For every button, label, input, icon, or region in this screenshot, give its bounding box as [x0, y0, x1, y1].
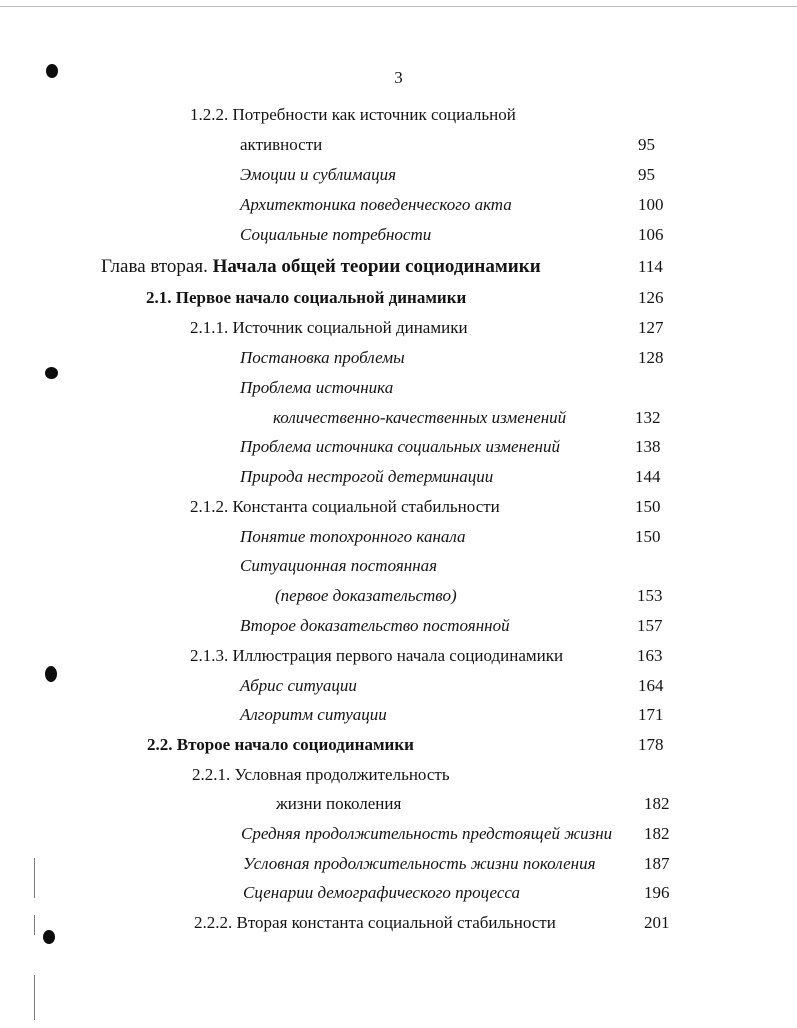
page-ref: 95 [638, 165, 655, 184]
page-ref: 138 [635, 437, 661, 456]
section-number: 2.1. [146, 288, 172, 307]
page-number: 3 [394, 68, 403, 87]
section-title: Источник социальной динамики [232, 318, 468, 337]
page-ref: 178 [638, 735, 664, 754]
page-ref: 182 [644, 794, 670, 813]
scan-margin-line [34, 858, 35, 898]
section-title: (первое доказательство) [275, 586, 457, 605]
toc-entry [240, 195, 512, 215]
section-title: Абрис ситуации [240, 676, 357, 695]
scan-margin-line [34, 975, 35, 1020]
section-title: Природа нестрогой детерминации [240, 467, 494, 486]
page-ref: 114 [638, 257, 663, 276]
toc-entry [240, 676, 357, 696]
page-ref: 182 [644, 824, 670, 843]
page-ref: 153 [637, 586, 663, 605]
page-ref: 163 [637, 646, 663, 665]
section-title: количественно-качественных изменений [273, 408, 567, 427]
section-title: Второе начало социодинамики [176, 735, 414, 754]
chapter-title: Начала общей теории социодинамики [212, 256, 541, 277]
chapter-entry [101, 255, 541, 279]
section-title: Условная продолжительность жизни поколения [243, 854, 596, 873]
toc-entry [276, 794, 401, 814]
toc-entry [240, 556, 437, 576]
section-title: Средняя продолжительность предстоящей жизни [241, 824, 613, 843]
page-ref: 106 [638, 225, 664, 244]
section-number: 2.1.3. [190, 646, 229, 665]
section-title: Условная продолжительность [234, 765, 450, 784]
toc-entry [240, 225, 431, 245]
toc-entry [241, 824, 612, 844]
binder-hole [43, 930, 55, 944]
page-ref: 100 [638, 195, 664, 214]
toc-entry [240, 165, 396, 185]
section-number: 2.1.2. [190, 497, 229, 516]
page-ref: 164 [638, 676, 664, 695]
section-title: жизни поколения [276, 794, 402, 813]
page-ref: 196 [644, 883, 670, 902]
section-title: Первое начало социальной динамики [175, 288, 467, 307]
section-title: Ситуационная постоянная [240, 556, 438, 575]
page-ref: 144 [635, 467, 661, 486]
toc-entry [192, 765, 450, 785]
page-ref: 187 [644, 854, 670, 873]
page-ref: 126 [638, 288, 664, 307]
page-ref: 150 [635, 527, 661, 546]
toc-entry [240, 348, 405, 368]
page-ref: 171 [638, 705, 664, 724]
toc-entry [190, 646, 563, 666]
section-title: Сценарии демографического процесса [243, 883, 521, 902]
toc-entry [273, 408, 566, 428]
toc-entry [190, 105, 516, 125]
page-ref: 150 [635, 497, 661, 516]
section-title: Алгоритм ситуации [240, 705, 387, 724]
section-number: 1.2.2. [190, 105, 229, 124]
section-number: 2.1.1. [190, 318, 229, 337]
section-title: Архитектоника поведенческого акта [240, 195, 512, 214]
section-title: Вторая константа социальной стабильности [236, 913, 556, 932]
toc-entry [240, 467, 493, 487]
toc-entry [240, 378, 393, 398]
section-title: Проблема источника [240, 378, 394, 397]
binder-hole [45, 666, 57, 682]
section-title: активности [240, 135, 323, 154]
toc-entry [240, 616, 510, 636]
toc-entry [194, 913, 556, 933]
toc-entry [240, 705, 387, 725]
page-ref: 95 [638, 135, 655, 154]
section-number: 2.2.2. [194, 913, 233, 932]
section-title: Иллюстрация первого начала социодинамики [232, 646, 564, 665]
toc-entry [147, 735, 414, 755]
page-ref: 132 [635, 408, 661, 427]
page-ref: 128 [638, 348, 664, 367]
section-title: Постановка проблемы [240, 348, 405, 367]
section-title: Социальные потребности [240, 225, 432, 244]
toc-entry [243, 883, 520, 903]
page-ref: 201 [644, 913, 670, 932]
section-number: 2.2. [147, 735, 173, 754]
toc-entry [240, 527, 466, 547]
section-number: 2.2.1. [192, 765, 231, 784]
section-title: Проблема источника социальных изменений [240, 437, 560, 456]
toc-entry [190, 497, 500, 517]
section-title: Эмоции и сублимация [240, 165, 397, 184]
toc-entry [240, 437, 560, 457]
toc-entry [190, 318, 468, 338]
scan-edge-line [0, 6, 797, 7]
section-title: Второе доказательство постоянной [240, 616, 510, 635]
section-title: Понятие топохронного канала [240, 527, 466, 546]
toc-entry [243, 854, 595, 874]
section-title: Константа социальной стабильности [232, 497, 500, 516]
page-ref: 157 [637, 616, 663, 635]
chapter-label: Глава вторая. [101, 256, 208, 277]
binder-hole [45, 367, 58, 379]
toc-entry [275, 586, 457, 606]
toc-entry [146, 288, 466, 308]
section-title: Потребности как источник социальной [232, 105, 516, 124]
page-ref: 127 [638, 318, 664, 337]
scan-margin-line [34, 915, 35, 935]
toc-entry [240, 135, 322, 155]
